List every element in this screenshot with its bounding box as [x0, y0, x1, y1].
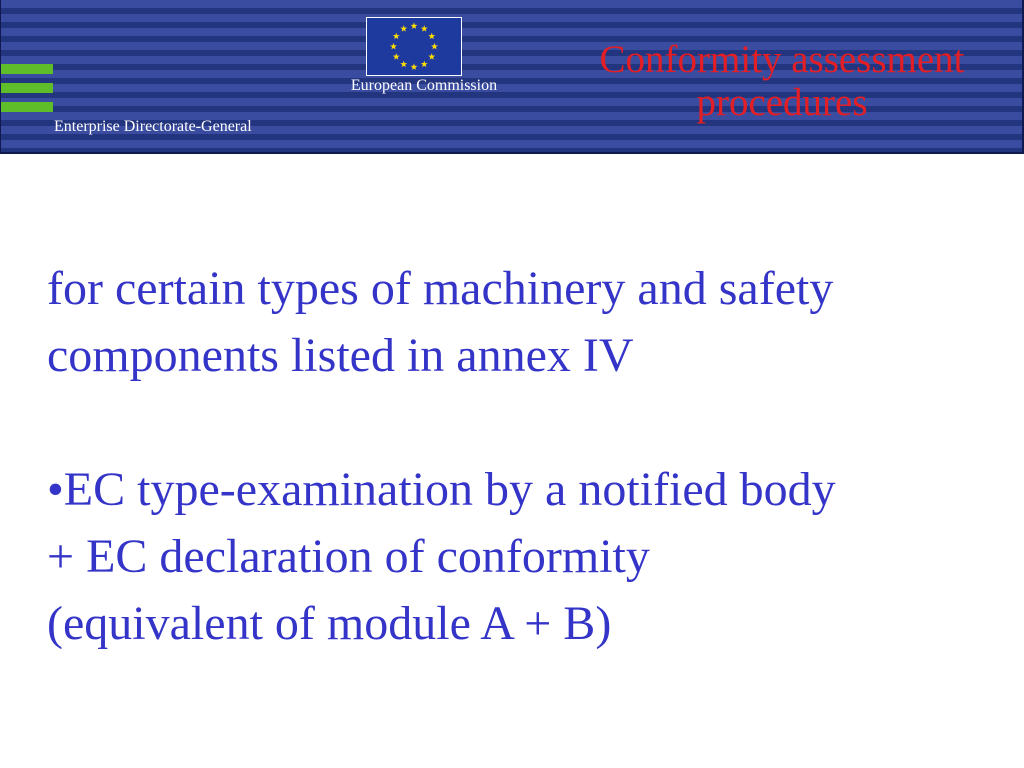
- text-line: for certain types of machinery and safety: [47, 262, 834, 315]
- organization-name: European Commission: [350, 77, 498, 94]
- slide-title: [582, 38, 982, 124]
- green-stripe: [1, 83, 53, 93]
- text-line: (equivalent of module A + B): [47, 597, 612, 650]
- eu-star-icon: [393, 33, 400, 40]
- text-line: + EC declaration of conformity: [47, 530, 650, 583]
- eu-star-icon: [390, 43, 397, 50]
- eu-star-icon: [431, 43, 438, 50]
- text-line: components listed in annex IV: [47, 329, 634, 382]
- eu-star-icon: [411, 22, 418, 29]
- eu-star-icon: [428, 53, 435, 60]
- green-stripe: [1, 64, 53, 74]
- paragraph-intro: [47, 255, 1007, 389]
- eu-star-icon: [400, 61, 407, 68]
- eu-star-icon: [421, 61, 428, 68]
- eu-star-icon: [400, 25, 407, 32]
- slide-title-line: procedures: [696, 81, 868, 124]
- slide-body: [47, 255, 1007, 657]
- paragraph-bullet: [47, 456, 1007, 657]
- eu-star-icon: [411, 63, 418, 70]
- slide-title-line: Conformity assessment: [599, 38, 965, 81]
- eu-flag-stars: [367, 18, 461, 75]
- eu-star-icon: [428, 33, 435, 40]
- text-line: •EC type-examination by a notified body: [47, 463, 836, 516]
- eu-star-icon: [393, 53, 400, 60]
- directorate-name: Enterprise Directorate-General: [54, 118, 252, 135]
- eu-flag-logo: [366, 17, 462, 76]
- eu-star-icon: [421, 25, 428, 32]
- header-banner: [0, 0, 1024, 154]
- green-stripe: [1, 102, 53, 112]
